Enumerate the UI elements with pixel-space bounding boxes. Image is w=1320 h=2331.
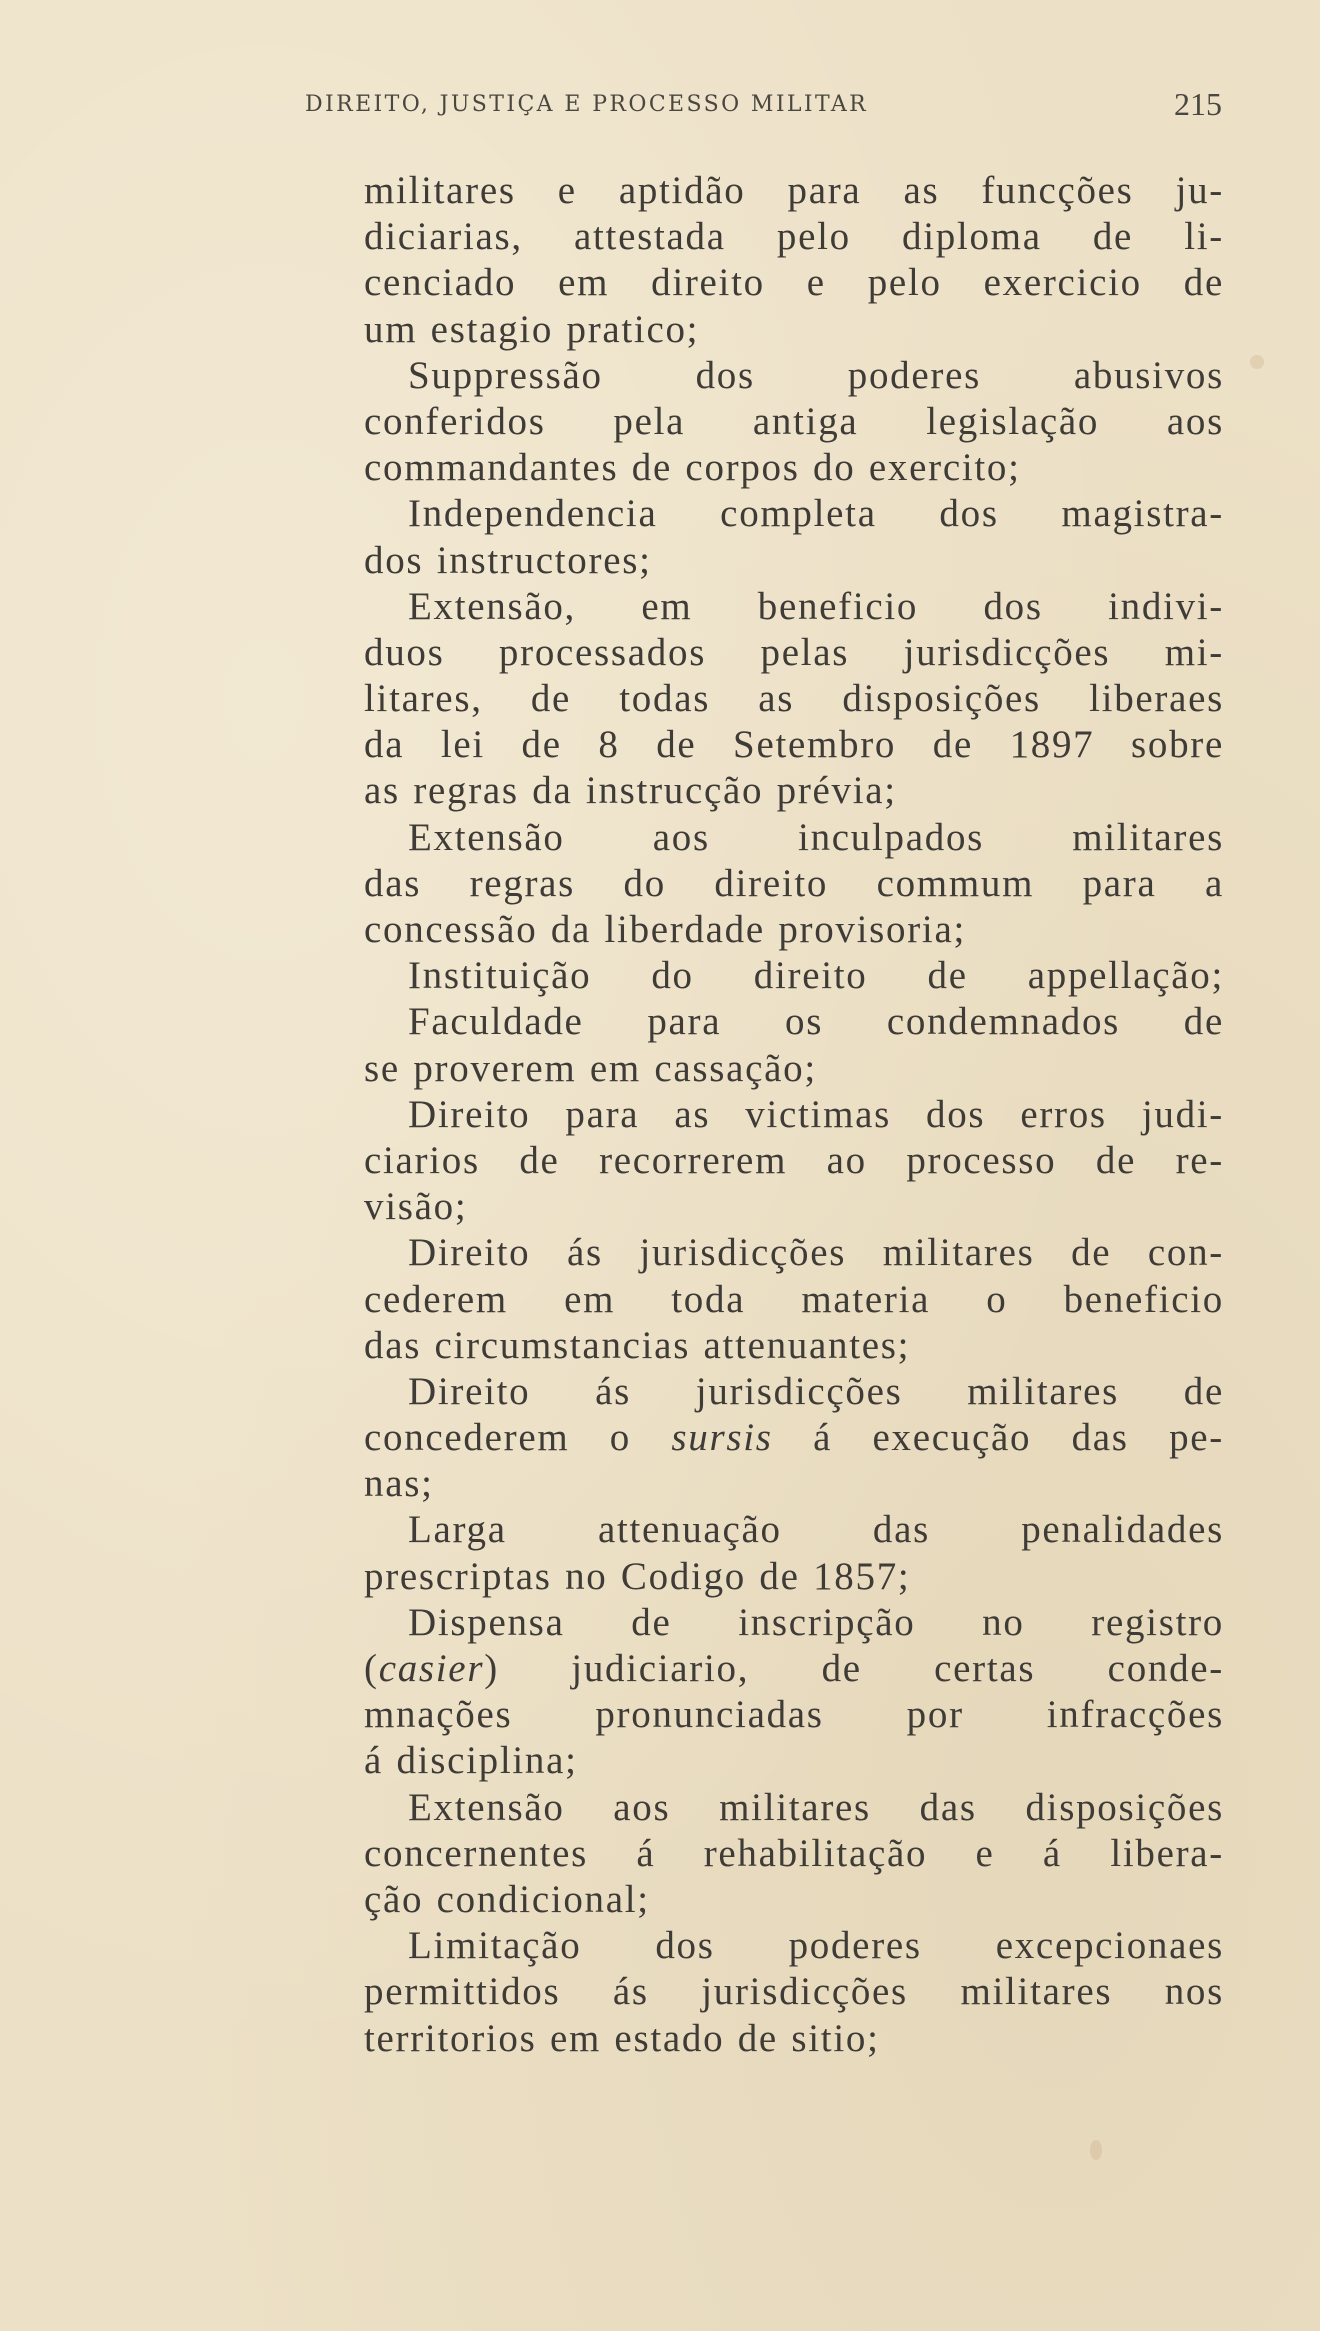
text-line: á disciplina; [364,1739,578,1783]
text-line: ção condicional; [364,1877,650,1921]
text-line: prescriptas no Codigo de 1857; [364,1554,911,1598]
italic-term: sursis [671,1416,773,1460]
text-line: permittidos ás jurisdicções militares nos [364,1970,1224,2014]
text-line: cenciado em direito e pelo exercicio de [364,261,1224,305]
paper-stain [1090,2140,1102,2160]
paper-stain [1250,355,1264,369]
text-line: conferidos pela antiga legislação aos [364,399,1224,443]
text-line: um estagio pratico; [364,307,700,351]
text-line: nas; [364,1462,434,1506]
text-line-mixed [364,1415,1224,1461]
text-line: concessão da liberdade provisoria; [364,908,967,951]
running-head: DIREITO, JUSTIÇA E PROCESSO MILITAR [305,92,869,117]
text-line: Extensão aos militares das disposições [408,1785,1224,1829]
text-line: Suppressão dos poderes abusivos [408,353,1224,397]
text-line: militares e aptidão para as funcções ju- [364,169,1224,212]
text-line: duos processados pelas jurisdicções mi- [364,630,1224,674]
text-line: Direito para as victimas dos erros judi- [408,1092,1224,1136]
text-line: Independencia completa dos magistra- [408,492,1224,536]
text-line: litares, de todas as disposições liberaes [364,677,1224,721]
text-line: dos instructores; [364,538,652,582]
text-line: cederem em toda materia o beneficio [364,1277,1224,1321]
text-run: ) judiciario, de certas conde- [484,1647,1224,1690]
text-run: concederem o [364,1416,631,1460]
body-text [364,168,1224,2062]
text-line: das circumstancias attenuantes; [364,1323,911,1367]
text-run: á execução das pe- [813,1416,1224,1460]
text-line: ciarios de recorrerem ao processo de re- [364,1138,1224,1182]
text-line: Instituição do direito de appellação; [408,954,1224,998]
text-line: as regras da instrucção prévia; [364,769,897,813]
text-run: ( [364,1647,379,1690]
text-line: commandantes de corpos do exercito; [364,446,1021,490]
text-line: Limitação dos poderes excepcionaes [408,1924,1224,1968]
text-line: diciarias, attestada pelo diploma de li- [364,215,1224,259]
text-line: Direito ás jurisdicções militares de [408,1369,1224,1413]
text-line: Extensão aos inculpados militares [408,815,1224,859]
text-line: Dispensa de inscripção no registro [408,1600,1224,1644]
text-line: das regras do direito commum para a [364,861,1224,905]
text-line: Faculdade para os condemnados de [408,1000,1224,1044]
text-line: Direito ás jurisdicções militares de con- [408,1231,1224,1275]
text-line: visão; [364,1185,468,1229]
text-line: concernentes á rehabilitação e á libera- [364,1831,1224,1875]
page-number: 215 [1174,86,1222,122]
text-line-mixed [364,1646,1224,1692]
text-line: da lei de 8 de Setembro de 1897 sobre [364,723,1224,767]
text-line: Extensão, em beneficio dos indivi- [408,584,1224,628]
text-line: mnações pronunciadas por infracções [364,1693,1224,1737]
text-line: territorios em estado de sitio; [364,2016,880,2060]
italic-term: casier [378,1647,485,1690]
text-line: se proverem em cassação; [364,1046,817,1090]
text-line: Larga attenuação das penalidades [408,1508,1224,1552]
